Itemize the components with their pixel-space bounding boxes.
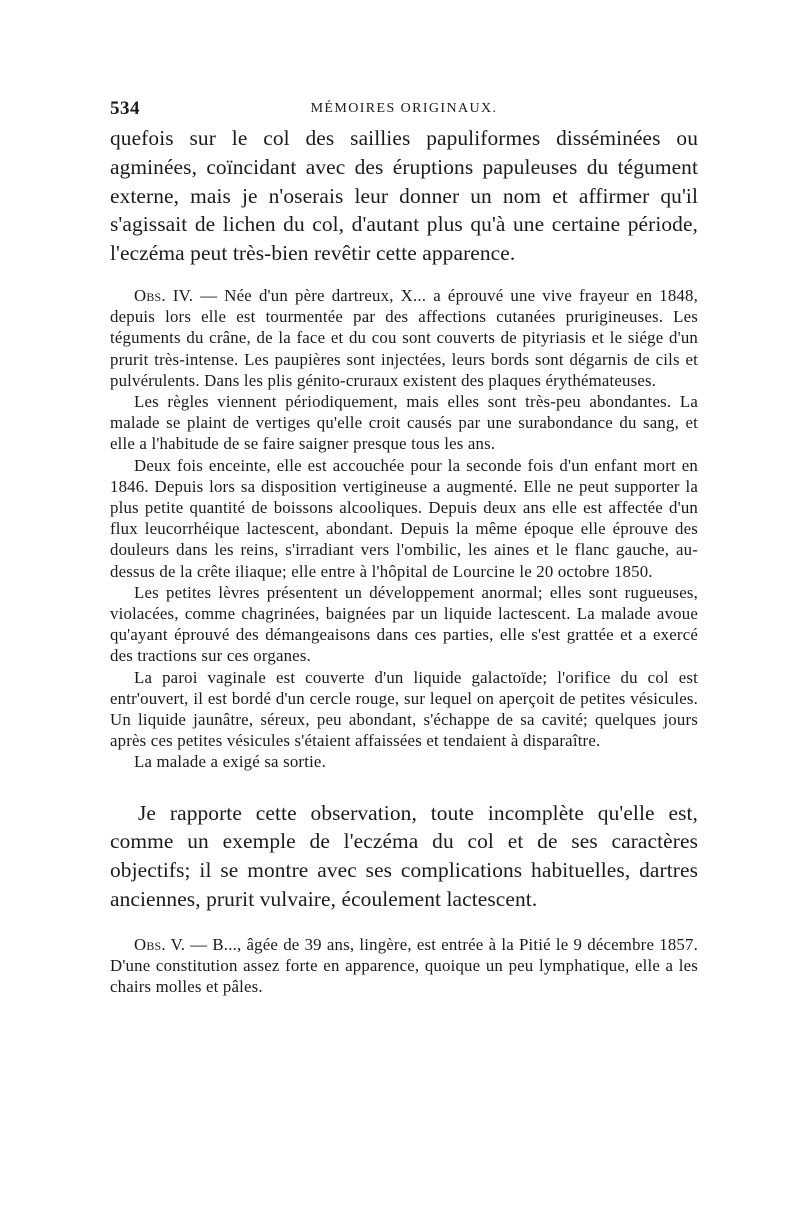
observation-iv [110,285,698,773]
observation-v [110,934,698,998]
running-head [110,98,698,124]
observation-v-text: — B..., âgée de 39 ans, lingère, est entrée à la Pitié le 9 décembre 1857. D'une constitution assez forte en apparence, quoique un peu lymphatique, elle a les chairs molles et pâles. [110,934,698,997]
observation-iv-paragraph: La paroi vaginale est couverte d'un liquide galactoïde; l'orifice du col est entr'ouvert, il est bordé d'un cercle rouge, sur lequel on aperçoit de petites vésicules. Un liquide jaunâtre, séreux, peu abondant, s'échappe de sa cavité; quelques jours après ces petites vésicules s'étaient affaissées et tendaient à disparaître. [110,667,698,751]
observation-iv-text: — Née d'un père dartreux, X... a éprouvé une vive frayeur en 1848, depuis lors elle est tourmentée par des affections cutanées prurigineuses. Les téguments du crâne, de la face et du cou sont couverts de pityriasis et le siége d'un prurit très-intense. Les paupières sont injectées, leurs bords sont dégarnis de cils et pulvérulents. Dans les plis génito-cruraux existent des plaques érythémateuses. [110,285,698,390]
observation-iv-paragraph: Les règles viennent périodiquement, mais elles sont très-peu abondantes. La malade se plaint de vertiges qu'elle croit causés par une surabondance du sang, et elle a l'habitude de se faire saigner presque tous les ans. [110,392,698,454]
page [110,98,698,997]
observation-iv-intro [110,285,698,391]
observation-iv-label: Obs. IV. [134,285,194,305]
observation-iv-paragraph: La malade a exigé sa sortie. [134,752,326,772]
paragraph-continuation: quefois sur le col des saillies papuliformes disséminées ou agminées, coïncidant avec des éruptions papuleuses du tégument externe, mais je n'oserais leur donner un nom et affirmer qu'il s'agissait de lichen du col, d'autant plus qu'à une certaine période, l'eczéma peut très-bien revêtir cette apparence. [110,126,698,266]
page-number: 534 [110,98,140,119]
observation-v-intro [110,934,698,998]
observation-iv-paragraph: Les petites lèvres présentent un développement anormal; elles sont rugueuses, violacées, comme chagrinées, baignées par un liquide lactescent. La malade avoue qu'ayant éprouvé des démangeaisons dans ces parties, elle s'est grattée et a exercé des tractions sur ces organes. [110,582,698,666]
observation-iv-paragraph: Deux fois enceinte, elle est accouchée pour la seconde fois d'un enfant mort en 1846. Depuis lors sa disposition vertigineuse a augmenté. Elle ne peut supporter la plus petite quantité de boissons alcooliques. Depuis deux ans elle est affectée d'un flux leucorrhéique lactescent, abondant. Depuis la même époque elle éprouve des douleurs dans les reins, s'irradiant vers l'ombilic, les aines et le flanc gauche, au-dessus de la crête iliaque; elle entre à l'hôpital de Lourcine le 20 octobre 1850. [110,455,698,581]
observation-v-label: Obs. V. [134,934,186,954]
commentary-paragraph: Je rapporte cette observation, toute incomplète qu'elle est, comme un exemple de l'eczéma du col et de ses caractères objectifs; il se montre avec ses complications habituelles, dartres anciennes, prurit vulvaire, écoulement lactescent. [110,800,698,912]
running-title: MÉMOIRES ORIGINAUX. [310,101,498,116]
